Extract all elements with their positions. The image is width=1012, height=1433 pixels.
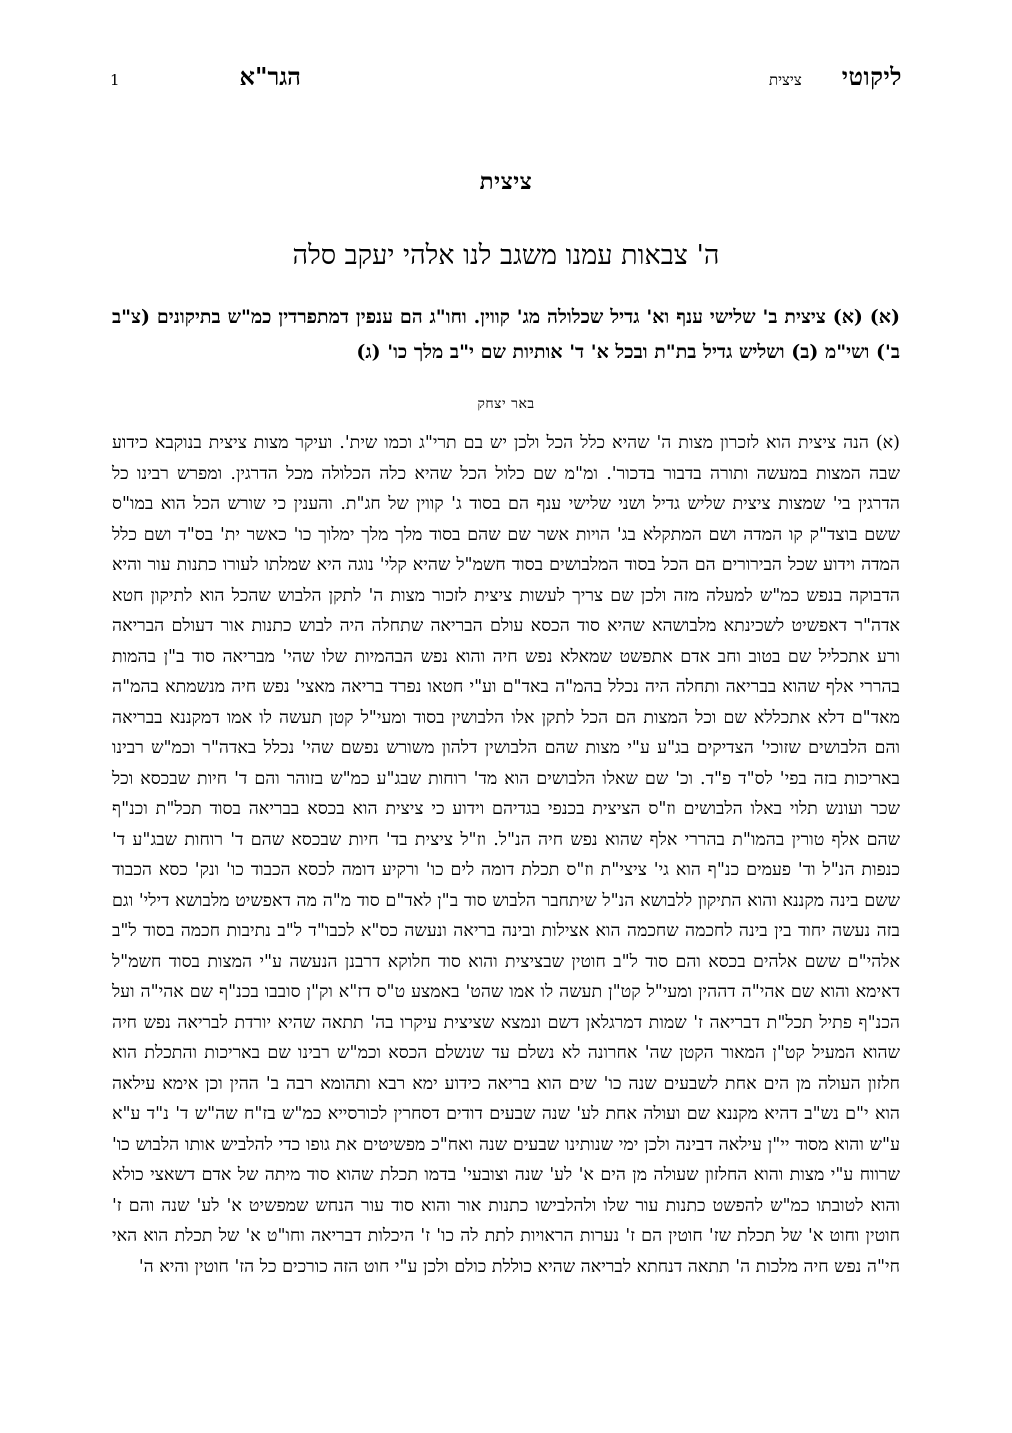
commentary-body: (א) הנה ציצית הוא לזכרון מצות ה' שהיא כלל הכל ולכן יש בם תרי"ג וכמו שית'. ועיקר מצות ציצית בנוקבא כידוע שבה המצות במעשה ותורה בדבור בדכור'. ומ"מ שם כלול הכל שהיא כלה הכלולה מכל הדרגין. ומפרש רבינו כל הדרגין בי' שמצות ציצית שליש גדיל ושני שלישי ענף הם בסוד ג' קווין של חג"ת. והענין כי שורש הכל הוא במו"ס ששם בוצד"ק קו המדה ושם המתקלא בג' הויות אשר שם שהם בסוד מלך מלך ימלוך כו' כאשר ית' בס"ד ושם כלל המדה וידוע שכל הבירורים הם הכל בסוד המלבושים בסוד חשמ"ל שהיא קלי' נוגה היא שמלתו לעורו כתנות עור והיא הדבוקה בנפש כמ"ש למעלה מזה ולכן שם צריך לעשות ציצית לזכור מצות ה' לתקן הלבוש שהכל הוא לתיקון חטא אדה"ר דאפשיט לשכינתא מלבושהא שהיא סוד הכסא עולם הבריאה שתחלה היה לבוש כתנות אור דעולם הבריאה ורע אתכליל שם בטוב וחב אדם אתפשט שמאלא נפש חיה והוא נפש הבהמיות שלו שהי' מבריאה סוד ב"ן בהמות בהררי אלף שהוא בבריאה ותחלה היה נכלל בהמ"ה באד"ם וע"י חטאו נפרד בריאה מאצי' נפש חיה מנשמתא בהמ"ה מאד"ם דלא אתכללא שם וכל המצות הם הכל לתקן אלו הלבושין בסוד ומעי"ל קטן תעשה לו אמו דמקננא בבריאה והם הלבושים שזוכי' הצדיקים בג"ע ע"י מצות שהם הלבושין דלהון משורש נפשם שהי' נכלל באדה"ר וכמ"ש רבינו באריכות בזה בפי' לס"ד פ"ד. וכ' שם שאלו הלבושים הוא מד' רוחות שבג"ע כמ"ש בזוהר והם ד' חיות שבכסא וכל שכר ועונש תלוי באלו הלבושים וז"ס הציצית בכנפי בגדיהם וידוע כי ציצית הוא בכסא בבריאה בסוד תכל"ת וכנ"ף שהם אלף טורין בהמו"ת בהררי אלף שהוא נפש חיה הנ"ל. וז"ל ציצית בד' חיות שבכסא שהם ד' רוחות שבג"ע ד' כנפות הנ"ל וד' פעמים כנ"ף הוא גי' ציצי"ת וז"ס תכלת דומה לים כו' ורקיע דומה לכסא הכבוד כו' ונק' כסא הכבוד ששם בינה מקננא והוא התיקון ללבושא הנ"ל שיתחבר הלבוש סוד ב"ן לאד"ם סוד מ"ה מה דאפשיט מלבושא דילי' וגם בזה נעשה יחוד בין בינה לחכמה שחכמה הוא אצילות ובינה בריאה ונעשה כס"א לכבו"ד ל"ב נתיבות חכמה בסוד ל"ב אלהי"ם ששם אלהים בכסא והם סוד ל"ב חוטין שבציצית והוא סוד חלוקא דרבנן הנעשה ע"י המצות בסוד חשמ"ל דאימא והוא שם אהי"ה דההין ומעי"ל קט"ן תעשה לו אמו שהט' באמצע ט"ס דז"א וק"ן סובבו בכנ"ף שם אהי"ה ועל הכנ"ף פתיל תכל"ת דבריאה ז' שמות דמרגלאן דשם ונמצא שציצית עיקרו בה' תתאה שהיא יורדת לבריאה נפש חיה שהוא המעיל קט"ן המאור הקטן שה' אחרונה לא נשלם עד שנשלם הכסא וכמ"ש רבינו שם באריכות והתכלת הוא חלזון העולה מן הים אחת לשבעים שנה כו' שים הוא בריאה כידוע ימא רבא ותהומא רבה ב' ההין וכן אימא עילאה הוא י"ם נש"ב דהיא מקננא שם ועולה אחת לע' שנה שבעים דודים דסחרין לכורסייא כמ"ש בז"ח שה"ש ד' נ"ד ע"א ע"ש והוא מסוד יי"ן עילאה דבינה ולכן ימי שנותינו שבעים שנה ואח"כ מפשיטים את גופו כדי להלביש אותו הלבוש כו' שרווח ע"י מצות והוא החלזון שעולה מן הים א' לע' שנה וצובעי' בדמו תכלת שהוא סוד מיתה של אדם דשאצי כולא והוא לטובתו כמ"ש להפשט כתנות עור שלו ולהלבישו כתנות אור והוא סוד עור הנחש שמפשיט א' לע' שנה והם ז' חוטין וחוט א' של תכלת שז' חוטין הם ז' נערות הראויות לתת לה כו' ז' היכלות דבריאה וחו"ט א' של תכלת הוא האי חי"ה נפש חיה מלכות ה' תתאה דנחתא לבריאה שהיא כוללת כולם ולכן ע"י חוט הזה כורכים כל הז' חוטין והיא ה' [112, 433, 900, 1277]
running-head-book-title: ליקוטי [841, 62, 902, 91]
verse-line: ה' צבאות עמנו משגב לנו אלהי יעקב סלה [292, 240, 720, 271]
page-number: 1 [110, 71, 120, 89]
running-head-section-label: ציצית [768, 71, 802, 89]
commentary-heading: באר יצחק [477, 396, 535, 412]
page-title: ציצית [479, 168, 533, 195]
running-head [110, 62, 902, 96]
main-text-block: (א) (א) ציצית ב' שלישי ענף וא' גדיל שכלולה מג' קווין. וחו"ג הם ענפין דמתפרדין כמ"ש בתיקונים (צ"ב ב') ושי"מ (ב) ושליש גדיל בת"ת ובכל א' ד' אותיות שם י"ב מלך כו' (ג) [112, 306, 900, 363]
running-head-author-title: הגר"א [239, 62, 301, 91]
